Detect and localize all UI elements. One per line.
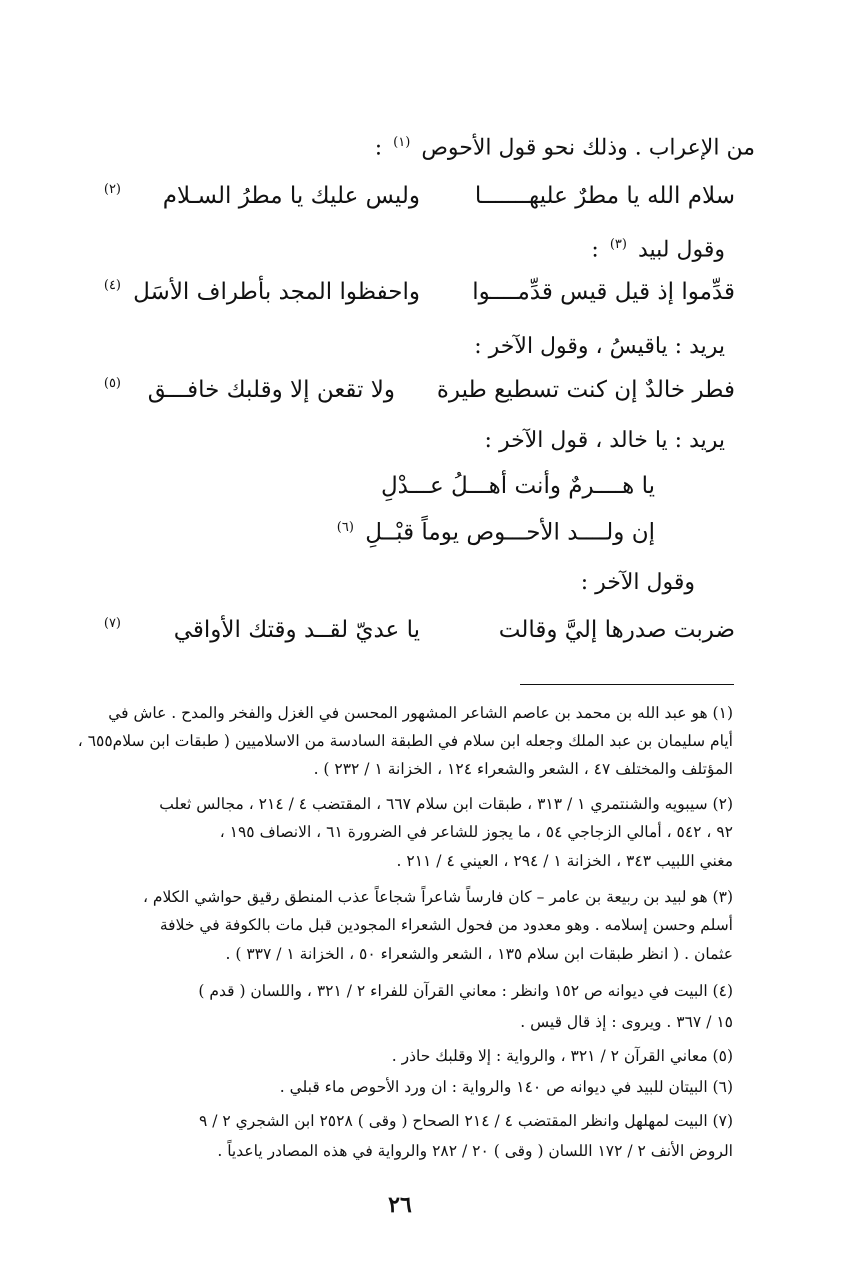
footnote-ref-1: (١) [393, 135, 411, 150]
footnote-line: (٢) سيبويه والشنتمري ١ / ٣١٣ ، طبقات ابن سلام ٦٦٧ ، المقتضب ٤ / ٢١٤ ، مجالس ثعلب [159, 795, 733, 813]
text-line-5-content: وقول الآخر : [580, 570, 695, 595]
footnote-line: المؤتلف والمختلف ٤٧ ، الشعر والشعراء ١٢٤ ، الخزانة ١ / ٢٣٢ ) . [313, 760, 733, 778]
text-line-2 [591, 230, 725, 265]
footnote-line: مغني اللبيب ٣٤٣ ، الخزانة ١ / ٢٩٤ ، العيني ٤ / ٢١١ . [396, 852, 733, 870]
footnote-line: (٣) هو لبيد بن ربيعة بن عامر – كان فارساً شاعراً شجاعاً عذب المنطق رقيق حواشي الكلام ، [143, 888, 733, 906]
footnote-line: الروض الأنف ٢ / ١٧٢ اللسان ( وقى ) ٢٠ / ٢٨٢ والرواية في هذه المصادر ياعدياً . [217, 1142, 733, 1160]
verse-4 [0, 614, 855, 648]
colon: : [374, 135, 383, 161]
rajaz-line-1 [381, 470, 655, 502]
text-line-4 [485, 426, 725, 456]
text-line-2-content: وقول لبيد [637, 237, 725, 263]
verse-2 [0, 276, 855, 310]
text-line-3 [474, 332, 725, 362]
verse-1-first-hemistich: سلام الله يا مطرٌ عليهـــــــا [474, 183, 735, 209]
page-number: ٢٦ [388, 1192, 412, 1218]
footnote-line: أسلم وحسن إسلامه . وهو معدود من فحول الشعراء المجودين قبل مات بالكوفة في خلافة [159, 916, 733, 934]
verse-4-first-hemistich: ضربت صدرها إليَّ وقالت [498, 617, 735, 643]
footnote-ref-3: (٣) [609, 237, 627, 252]
footnote-line: عثمان . ( انظر طبقات ابن سلام ١٣٥ ، الشعر والشعراء ٥٠ ، الخزانة ١ / ٣٣٧ ) . [225, 945, 733, 963]
text-line-1-content: من الإعراب . وذلك نحو قول الأحوص [421, 135, 755, 161]
footnote-ref-5: (٥) [103, 376, 121, 391]
footnote-line: (٦) البيتان للبيد في ديوانه ص ١٤٠ والرواية : ان ورد الأحوص ماء قبلي . [279, 1078, 733, 1096]
text-line-5 [581, 568, 695, 598]
footnote-ref-6: (٦) [336, 520, 354, 535]
verse-2-second-hemistich: واحفظوا المجد بأطراف الأسَل [133, 279, 420, 305]
footnote-line: (٧) البيت لمهلهل وانظر المقتضب ٤ / ٢١٤ الصحاح ( وقى ) ٢٥٢٨ ابن الشجري ٢ / ٩ [199, 1112, 733, 1130]
verse-2-first-hemistich: قدِّموا إذ قيل قيس قدِّمــــوا [472, 279, 735, 305]
footnote-line: ١٥ / ٣٦٧ . ويروى : إذ قال قيس . [520, 1013, 733, 1031]
footnote-line: أيام سليمان بن عبد الملك وجعله ابن سلام في الطبقة السادسة من الاسلاميين ( طبقات ابن سلام٦٥٥ ، [77, 732, 733, 750]
footnote-line: (٤) البيت في ديوانه ص ١٥٢ وانظر : معاني القرآن للفراء ٢ / ٣٢١ ، واللسان ( قدم ) [198, 982, 733, 1000]
verse-3 [0, 374, 855, 408]
verse-1 [0, 180, 855, 214]
footnote-ref-2: (٢) [103, 182, 121, 197]
footnote-line: ٩٢ ، ٥٤٢ ، أمالي الزجاجي ٥٤ ، ما يجوز للشاعر في الضرورة ٦١ ، الانصاف ١٩٥ ، [219, 823, 733, 841]
verse-3-second-hemistich: ولا تقعن إلا وقلبك خافـــق [147, 377, 395, 403]
rajaz-line-2 [333, 512, 655, 549]
rajaz-line-2-content: إن ولــــد الأحـــوص يوماً قبْــلِ [365, 519, 655, 546]
text-line-4-content: يريد : يا خالد ، قول الآخر : [484, 428, 725, 453]
footnote-ref-4: (٤) [103, 278, 121, 293]
footnote-line: (١) هو عبد الله بن محمد بن عاصم الشاعر المشهور المحسن في الغزل والفخر والمدح . عاش في [108, 704, 733, 722]
colon: : [591, 237, 599, 263]
text-line-3-content: يريد : ياقيسُ ، وقول الآخر : [474, 334, 725, 359]
footnote-separator [520, 684, 734, 685]
verse-4-second-hemistich: يا عديّ لقــد وقتك الأواقي [173, 617, 420, 643]
verse-1-second-hemistich: وليس عليك يا مطرُ السـلام [162, 183, 420, 209]
verse-3-first-hemistich: فطر خالدٌ إن كنت تسطيع طيرة [436, 377, 735, 403]
footnote-ref-7: (٧) [103, 616, 121, 631]
rajaz-line-1-content: يا هــــرمٌ وأنت أهـــلُ عـــدْلِ [380, 473, 655, 499]
text-line-1 [375, 128, 755, 163]
footnote-line: (٥) معاني القرآن ٢ / ٣٢١ ، والرواية : إلا وقلبك حاذر . [391, 1047, 733, 1065]
